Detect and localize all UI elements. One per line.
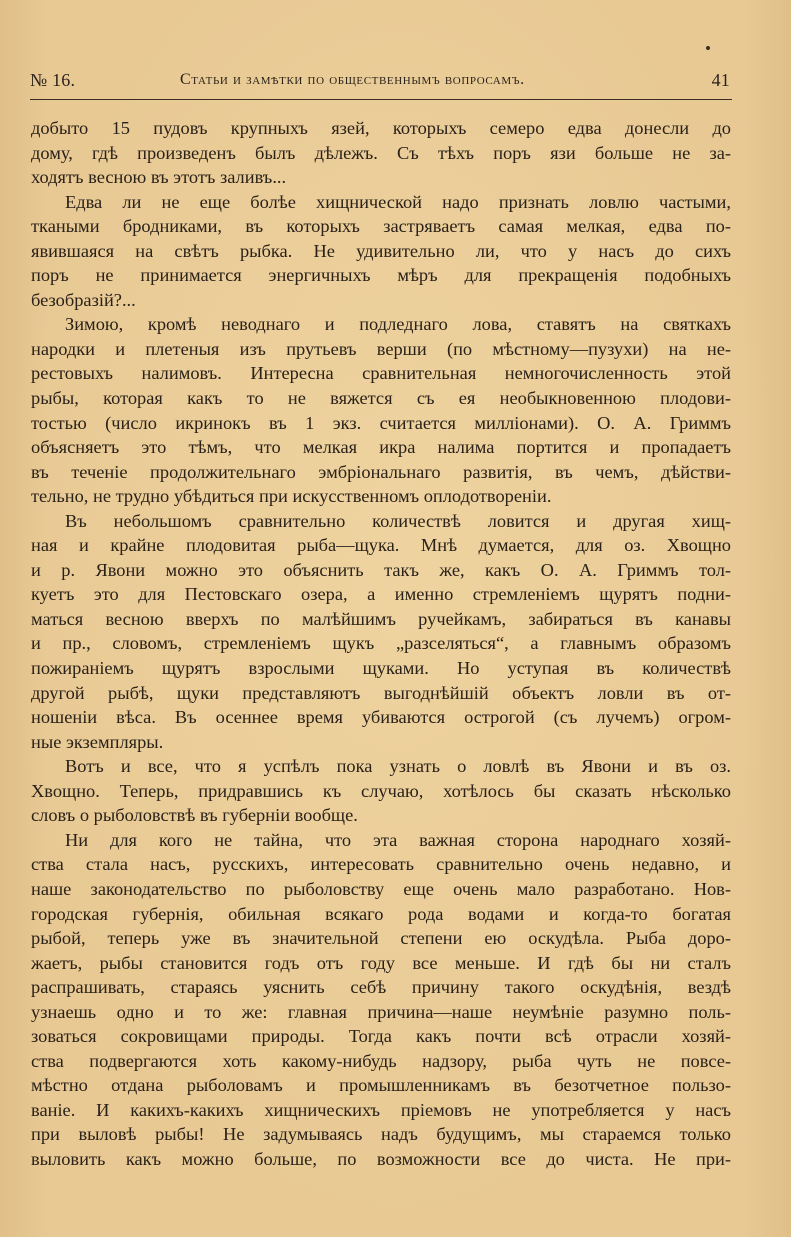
text-line: Вотъ и все, что я успѣлъ пока узнать о ловлѣ въ Явони и въ оз. [65,756,731,777]
text-line: народки и плетеныя изъ прутьевъ верши (по мѣстному—пузухи) на не- [31,338,731,359]
text-line: выловить какъ можно больше, по возможности все до чиста. Не при- [31,1148,731,1169]
text-line: рестовыхъ налимовъ. Интересна сравнительная немногочисленность этой [31,363,731,384]
text-line: ваніе. И какихъ-какихъ хищническихъ пріемовъ не употребляется у насъ [31,1099,731,1120]
text-line: Зимою, кромѣ неводнаго и подледнаго лова, ставятъ на святкахъ [65,314,731,335]
ink-speck [706,46,710,50]
text-line: объясняетъ это тѣмъ, что мелкая икра налима портится и пропадаетъ [31,437,731,458]
text-line: куетъ это для Пестовскаго озера, а именно стремленіемъ щурятъ подни- [31,584,731,605]
running-title: Статьи и замѣтки по общественнымъ вопросамъ. [180,71,525,88]
text-line: маться весною вверхъ по малѣйшимъ ручейкамъ, забираться въ канавы [31,608,731,629]
text-line: зоваться сокровищами природы. Тогда какъ почти всѣ отрасли хозяй- [31,1026,731,1047]
text-line: узнаешь одно и то же: главная причина—наше неумѣніе разумно поль- [31,1001,731,1022]
text-line: ства подвергаются хоть какому-нибудь надзору, рыба чуть не повсе- [31,1050,731,1071]
text-line: Едва ли не еще болѣе хищнической надо признать ловлю частыми, [65,191,731,212]
text-line: и пр., словомъ, стремленіемъ щукъ „разселяться“, а главнымъ образомъ [31,633,731,654]
running-header [30,70,730,100]
text-line: другой рыбѣ, щуки представляютъ выгоднѣйшій объектъ ловли въ от- [31,682,731,703]
text-line: тостью (число икринокъ въ 1 экз. считается милліонами). О. А. Гриммъ [31,412,731,433]
text-line: ткаными бродниками, въ которыхъ застряваетъ самая мелкая, едва по- [31,216,731,237]
text-line: рыбой, теперь уже въ значительной степени ею оскудѣла. Рыба доро- [31,928,731,949]
header-rule [30,99,732,100]
text-line: въ теченіе продолжительнаго эмбріональнаго развитія, въ чемъ, дѣйстви- [31,461,731,482]
text-line: и р. Явони можно это объяснить такъ же, какъ О. А. Гриммъ тол- [31,559,731,580]
text-line: словъ о рыболовствѣ въ губерніи вообще. [31,805,358,826]
page-number: 41 [711,70,730,90]
text-line: ства стала насъ, русскихъ, интересовать сравнительно очень недавно, и [31,854,731,875]
text-line: ная и крайне плодовитая рыба—щука. Мнѣ думается, для оз. Хвощно [31,535,731,556]
text-line: дому, гдѣ произведенъ былъ дѣлежъ. Съ тѣхъ поръ язи больше не за- [31,142,731,163]
text-line: ные экземпляры. [31,731,164,752]
text-line: тельно, не трудно убѣдиться при искусственномъ оплодотвореніи. [31,486,552,507]
text-line: пожираніемъ щурятъ взрослыми щуками. Но уступая въ количествѣ [31,658,731,679]
text-line: распрашивать, стараясь уяснить себѣ причину такого оскудѣнія, вездѣ [31,977,731,998]
body-text [31,116,731,1172]
issue-number: № 16. [30,70,76,90]
text-line: жаетъ, рыбы становится годъ отъ году все меньше. И гдѣ бы ни сталъ [31,952,731,973]
text-line: ходятъ весною въ этотъ заливъ... [31,167,287,188]
text-line: поръ не принимается энергичныхъ мѣръ для прекращенія подобныхъ [31,265,731,286]
text-line: Ни для кого не тайна, что эта важная сторона народнаго хозяй- [65,829,731,850]
text-line: Хвощно. Теперь, придравшись къ случаю, хотѣлось бы сказать нѣсколько [31,780,731,801]
text-line: городская губернія, обильная всякаго рода водами и когда-то богатая [31,903,731,924]
text-line: мѣстно отдана рыболовамъ и промышленникамъ въ безотчетное пользо- [31,1075,731,1096]
text-line: наше законодательство по рыболовству еще очень мало разработано. Нов- [31,878,731,899]
text-line: при выловѣ рыбы! Не задумываясь надъ будущимъ, мы стараемся только [31,1124,731,1145]
text-line: рыбы, которая какъ то не вяжется съ ея необыкновенною плодови- [31,388,731,409]
text-line: Въ небольшомъ сравнительно количествѣ ловится и другая хищ- [65,510,731,531]
text-line: добыто 15 пудовъ крупныхъ язей, которыхъ семеро едва донесли до [31,118,731,138]
text-line: безобразій?... [31,289,136,310]
text-line: явившаяся на свѣтъ рыбка. Не удивительно ли, что у насъ до сихъ [31,240,731,261]
text-line: ношеніи вѣса. Въ осеннее время убиваются острогой (съ лучемъ) огром- [31,707,731,728]
